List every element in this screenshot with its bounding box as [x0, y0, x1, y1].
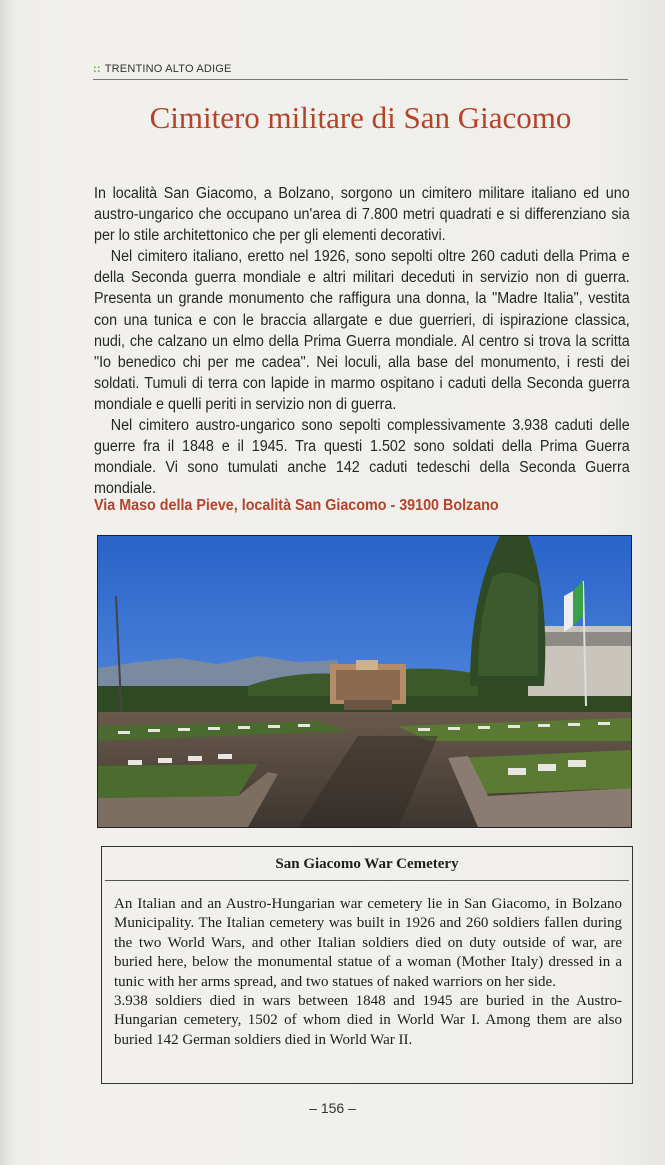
english-paragraph: 3.938 soldiers died in wars between 1848 and 1945 are buried in the Austro-Hungarian cemetery, 1502 of whom died in World War I. Among them are also buried 142 German soldiers died in World War II.: [114, 993, 622, 1048]
page-number: – 156 –: [309, 1100, 356, 1116]
section-header: [93, 63, 628, 80]
english-text: [114, 895, 622, 1050]
section-marker: ::: [93, 63, 101, 75]
english-paragraph: An Italian and an Austro-Hungarian war cemetery lie in San Giacomo, in Bolzano Municipality. The Italian cemetery was built in 1926 and 260 soldiers fallen during the two World Wars, and other Italian soldiers died on duty outside of war, are buried here, below the monumental statue of a woman (Mother Italy) dressed in a tunic with her arms spread, and two statues of naked warriors on her side.: [114, 896, 622, 990]
cemetery-photo: [97, 535, 632, 828]
address-line: Via Maso della Pieve, località San Giacomo - 39100 Bolzano: [94, 497, 499, 514]
body-paragraph: Nel cimitero italiano, eretto nel 1926, sono sepolti oltre 260 caduti della Prima e della Seconda guerra mondiale e altri militari deceduti in servizio non di guerra. Presenta un grande monumento che raffigura una donna, la "Madre Italia", vestita con una tunica e con le braccia allargate e due guerrieri, di ispirazione classica, nudi, che calzano un elmo della Prima Guerra mondiale. Al centro si trova la scritta "Io benedico chi per me cadea". Nei loculi, alla base del monumento, i resti dei soldati. Tumuli di terra con lapide in marmo ospitano i caduti della Seconda guerra mondiale e quelli periti in servizio non di guerra.: [94, 248, 630, 413]
body-paragraph: Nel cimitero austro-ungarico sono sepolti complessivamente 3.938 caduti delle guerre fra il 1848 e il 1945. Tra questi 1.502 sono soldati della Prima Guerra mondiale. Vi sono tumulati anche 142 caduti tedeschi della Seconda Guerra mondiale.: [94, 417, 630, 498]
english-summary-box: [101, 846, 633, 1084]
body-paragraph: In località San Giacomo, a Bolzano, sorgono un cimitero militare italiano ed uno austro-ungarico che occupano un'area di 7.800 metri quadrati e si differenziano sia per lo stile architettonico che per gli elementi decorativi.: [94, 185, 630, 245]
english-title: San Giacomo War Cemetery: [275, 856, 459, 872]
section-name: TRENTINO ALTO ADIGE: [104, 63, 232, 75]
box-divider: [105, 880, 629, 881]
page-title: Cimitero militare di San Giacomo: [149, 100, 572, 135]
italian-body-text: [94, 183, 630, 499]
